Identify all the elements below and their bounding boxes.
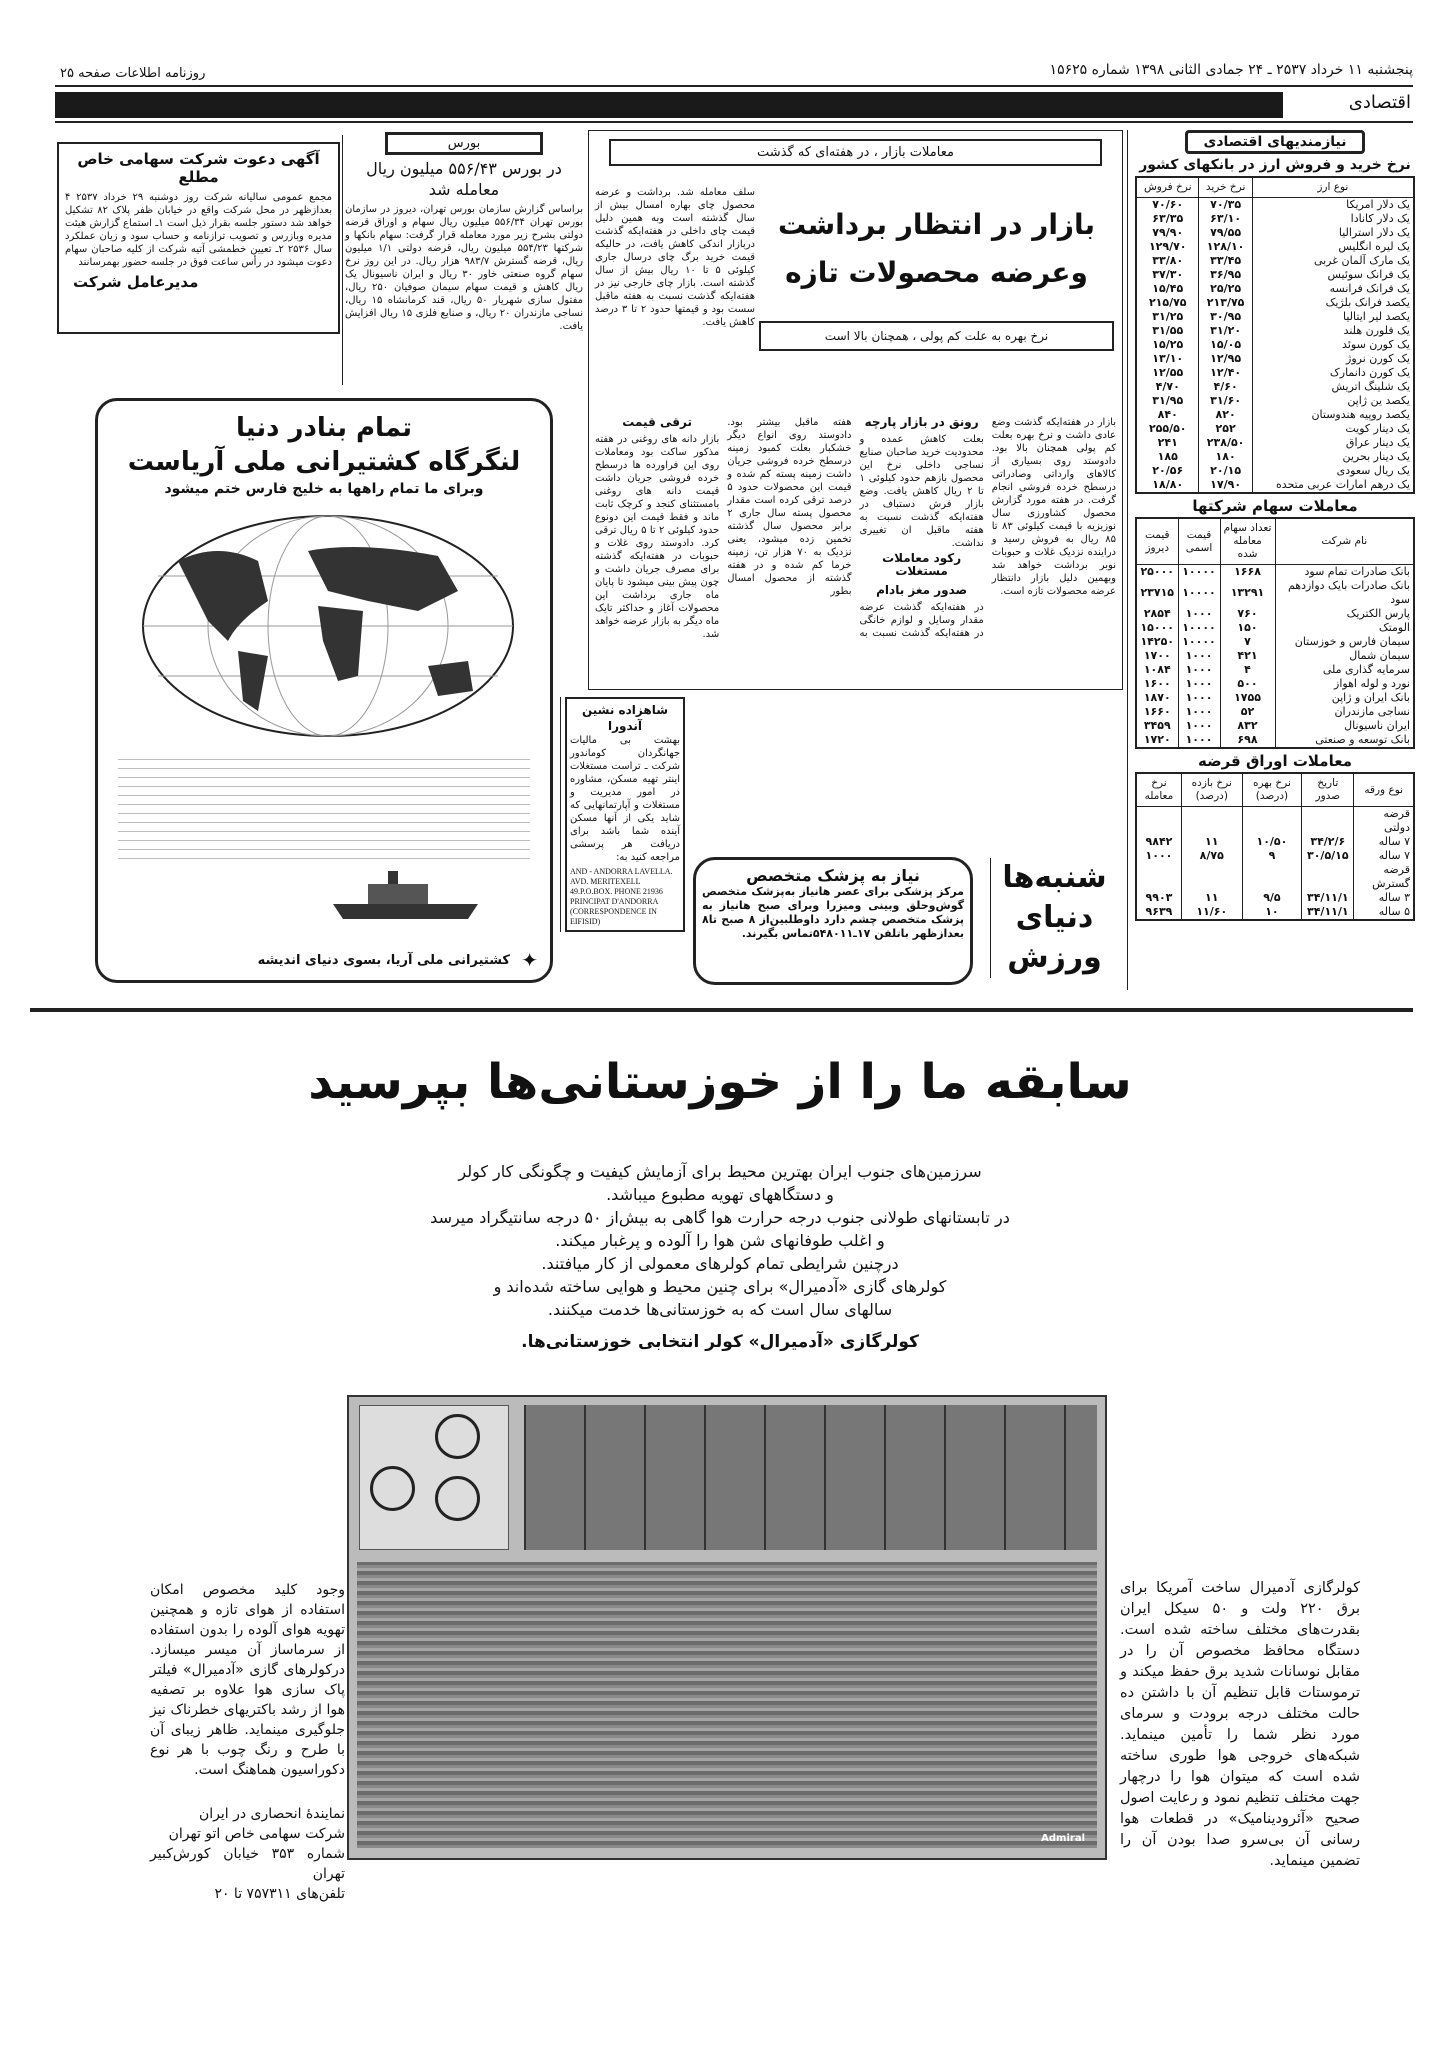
currency-title: نرخ خرید و فروش ارز در بانکهای کشور — [1139, 157, 1411, 173]
notice-title: آگهی دعوت شرکت سهامی خاص مطلع — [77, 150, 320, 186]
row-value: ۳۱/۶۰ — [1199, 394, 1252, 408]
row-label: قرضه گسترش — [1354, 863, 1414, 891]
row-value: ۷۹/۹۰ — [1152, 226, 1184, 239]
table-row — [1136, 807, 1414, 836]
row-value: ۸/۷۵ — [1181, 849, 1242, 863]
column-header: قیمت اسمی — [1178, 518, 1220, 565]
bourse-body: براساس گزارش سازمان بورس تهران، دیروز در سازمان بورس تهران ۵۵۶/۳۴ میلیون ریال سهام و اوراق قرضه دولتی بشرح زیر مورد معامله قرار گرفت: سهام بانکها و شرکتها ۵۵۴/۲۳ میلیون ریال، قرضه دولتی ۱/۱ میلیون ریال، قرضه گسترش ۹۸۳/۷ هزار ریال. در این روز نرخ سهام گروه صنعتی خاور ۳۰ ریال و ایران ناسیونال یک ریال کاهش و قیمت سهام سیمان صوفیان ۲۵۰ ریال، مفتول سازی شهریار ۵۰ ریال، قند کرمانشاه ۱۵ ریال، نساجی مازندران ۲۰ ریال، و صنایع فلزی ۱۵ ریال افزایش یافت. — [345, 204, 584, 332]
row-label: یک دینار کویت — [1252, 422, 1414, 436]
row-value: ۴۲۱ — [1220, 649, 1275, 663]
table-row — [1136, 691, 1414, 705]
market-article — [588, 130, 1123, 690]
table-row — [1136, 607, 1414, 621]
date-line: پنجشنبه ۱۱ خرداد ۲۵۳۷ ـ ۲۴ جمادی الثانی ۱۳۹۸ شماره ۱۵۶۲۵ — [1049, 62, 1413, 78]
shipping-ad-line-3: وبرای ما تمام راهها به خلیج فارس ختم میشود — [164, 481, 484, 497]
row-value: ۱۱ — [1181, 891, 1242, 905]
table-row — [1136, 310, 1414, 324]
row-value: ۱۰۰۰ — [1178, 649, 1220, 663]
row-value: ۸۳۲ — [1220, 719, 1275, 733]
row-label: یک کورن سوئد — [1252, 338, 1414, 352]
table-row — [1136, 905, 1414, 920]
row-value: ۳۶/۹۵ — [1199, 268, 1252, 282]
article-subhead-almond: صدور مغز بادام — [876, 583, 968, 597]
table-row — [1136, 338, 1414, 352]
control-knob — [370, 1466, 415, 1511]
row-value: ۱۳۲۹۱ — [1220, 579, 1275, 607]
table-row — [1136, 719, 1414, 733]
article-subhead-real-estate: رکود معاملات مستغلات — [882, 551, 962, 578]
row-label: یک دلار کانادا — [1252, 212, 1414, 226]
table-row — [1136, 863, 1414, 891]
table-row — [1136, 849, 1414, 863]
row-label: یک مارک آلمان غربی — [1252, 254, 1414, 268]
table-row — [1136, 478, 1414, 493]
row-label: یک کورن نروژ — [1252, 352, 1414, 366]
row-value: ۲۵۰۰۰ — [1140, 565, 1175, 578]
doctor-ad-title: نیاز به پزشک متخصص — [746, 866, 920, 885]
row-value: ۹ — [1242, 849, 1302, 863]
row-value: ۱۰/۵۰ — [1242, 835, 1302, 849]
table-row — [1136, 254, 1414, 268]
row-value: ۲۵۵/۵۰ — [1148, 422, 1187, 435]
column-header: نرخ فروش — [1136, 177, 1199, 198]
row-value: ۱۵۰۰۰ — [1140, 621, 1175, 634]
row-value — [1136, 863, 1181, 891]
row-label: یکصد ین ژاپن — [1252, 394, 1414, 408]
row-value: ۵۰۰ — [1220, 677, 1275, 691]
row-value: ۳۴/۱۱/۱ — [1302, 891, 1354, 905]
shipping-ad-footer: کشتیرانی ملی آریا، بسوی دنیای اندیشه — [257, 953, 510, 968]
stocks-table — [1135, 517, 1415, 749]
row-value: ۳۳/۴۵ — [1199, 254, 1252, 268]
row-value: ۹۶۳۹ — [1145, 905, 1173, 918]
article-side-text: سلف معامله شد. برداشت و عرضه محصول چای بهاره امسال بیش از سال گذشته است وبه همین دلیل قیمت چای داخلی در هفته‌ایکه گذشت دربازار اندکی کاهش یافت، در حالیکه قیمت خرید برگ چای درسال جاری کیلوئی ۵ تا ۱۰ ریال بیش از سال گذشته است. بازار چای خارجی نیز در هفته‌ایکه گذشت نسبت به هفته ماقبل سست بود و قیمتها حدود ۲ تا ۳ درصد کاهش یافت. — [595, 187, 756, 328]
article-kicker: معاملات بازار ، در هفته‌ای که گذشت — [609, 139, 1102, 166]
row-label: یک فرانک سوئیس — [1252, 268, 1414, 282]
row-value: ۱۵۰ — [1220, 621, 1275, 635]
row-value: ۸۴۰ — [1157, 408, 1178, 421]
bourse-headline: در بورس ۵۵۶/۴۳ میلیون ریال معامله شد — [366, 159, 562, 199]
row-label: یکصد فرانک بلژیک — [1252, 296, 1414, 310]
row-value: ۱۰۰۰۰ — [1178, 579, 1220, 607]
row-value — [1302, 807, 1354, 836]
table-row — [1136, 352, 1414, 366]
row-label: قرضه دولتی — [1354, 807, 1414, 836]
row-label: بانک ایران و ژاپن — [1275, 691, 1414, 705]
article-subhead-fabric: رونق در بازار پارچه — [864, 415, 979, 429]
shipping-ad-line-1: تمام بنادر دنیا — [235, 413, 413, 443]
table-row — [1136, 436, 1414, 450]
shipping-ad-fine-print — [118, 751, 530, 861]
article-subhead-price-rise: ترقی قیمت — [622, 415, 692, 429]
row-label: نورد و لوله اهواز — [1275, 677, 1414, 691]
row-value: ۳۴۵۹ — [1143, 719, 1171, 732]
row-value: ۹۹۰۳ — [1145, 891, 1173, 904]
control-knob — [435, 1414, 480, 1459]
table-row — [1136, 621, 1414, 635]
row-value: ۱۸/۸۰ — [1152, 478, 1184, 491]
article-column-2: رونق در بازار پارچه بعلت کاهش عمده و محدودیت خرید صاحبان صنایع نساجی داخلی نرخ این محصول بازهم حدود کیلوئی ۱ تا ۲ ریال کاهش یافت. وضع بازار فرش دستباف در هفته‌ایکه گذشت نسبت به هفته ماقبل ان تغییری نداشت. رکود معاملات مستغلات — [859, 415, 984, 578]
bourse-article — [345, 132, 583, 333]
column-header: تاریخ صدور — [1302, 773, 1354, 807]
row-value: ۳۷/۳۰ — [1152, 268, 1184, 281]
row-value: ۴ — [1220, 663, 1275, 677]
row-label: الومتک — [1275, 621, 1414, 635]
table-row — [1136, 649, 1414, 663]
row-value — [1302, 863, 1354, 891]
table-row — [1136, 198, 1414, 213]
row-value: ۱۰۰۰ — [1178, 691, 1220, 705]
row-value: ۳۱/۲۵ — [1152, 310, 1184, 323]
wood-grain-panel — [357, 1562, 1097, 1848]
table-row — [1136, 733, 1414, 748]
table-row — [1136, 579, 1414, 607]
row-label: سیمان شمال — [1275, 649, 1414, 663]
control-panel — [359, 1405, 509, 1550]
doctor-ad-body: مرکز پزشکی برای عصر هانیاز به‌پزشک متخصص گوش‌وحلق وبینی ومیزرا وبرای صبح هانیاز به پزشک متخصص چشم دارد داوطلبین‌از ۸ صبح تا۸ بعدازظهر باتلفن ۱۷ـ۵۴۸۰۱۱تماس بگیرند. — [702, 885, 964, 940]
row-label: سیمان فارس و خوزستان — [1275, 635, 1414, 649]
row-value: ۱۷/۹۰ — [1199, 478, 1252, 493]
air-vent-grille — [524, 1405, 1097, 1550]
row-label: ۳ ساله — [1354, 891, 1414, 905]
shipping-ad — [95, 398, 553, 983]
row-value: ۱۰۰۰ — [1178, 705, 1220, 719]
row-value: ۲۱۵/۷۵ — [1148, 296, 1187, 309]
column-header: نرخ معامله — [1136, 773, 1181, 807]
row-label: پارس الکتریک — [1275, 607, 1414, 621]
row-value: ۷۹/۵۵ — [1199, 226, 1252, 240]
article-column-4: ترقی قیمت بازار دانه های روغنی در هفته مذکور ساکت بود ومعاملات روی این فراورده ها درسطح خرده فروشی جریان داشت قیمت دانه های روغنی بامستثنای کنجد و کرچک ثابت ماند و فقط قیمت این دونوع حدود کیلوئی ۲ تا ۵ ریال ترقی کرد. دادوستد روی غلات و حبوبات در هفته‌ایکه گذشته برای مصرف جریان داشت و چون پیش بینی میشود تا پایان ماه جاری برداشت این محصولات آغاز و حداکثر تایک ماه دیگر به بازار عرضه خواهد شد. — [595, 415, 720, 640]
row-value: ۲۴۱ — [1157, 436, 1178, 449]
table-row — [1136, 464, 1414, 478]
table-row — [1136, 891, 1414, 905]
sports-teaser: شنبه‌ها دنیای ورزش — [990, 858, 1118, 978]
stocks-title: معاملات سهام شرکتها — [1192, 497, 1358, 515]
company-emblem-icon: ✦ — [521, 948, 538, 972]
row-value: ۱۰۰۰ — [1178, 719, 1220, 733]
andorra-ad — [560, 697, 685, 932]
column-header: نرخ بهره (درصد) — [1242, 773, 1302, 807]
row-value: ۱۷۵۵ — [1220, 691, 1275, 705]
admiral-right-text: کولرگازی آدمیرال ساخت آمریکا برای برق ۲۲۰ ولت و ۵۰ سیکل ایران بقدرت‌های مختلف ساخته شده است. دستگاه محافظ مخصوص آن را در مقابل نوسانات شدید برق حفظ میکند و ترموستات قابل تنظیم آن با داشتن ده حالت مختلف درجه برودت و سرمای مورد نظر شما را تأمین مینماید. شبکه‌های خروجی هوا طوری ساخته شده است که میتوان هوا را درچهار جهت مختلف تنظیم نمود و رعایت اصول صحیح «آئرودینامیک» در قطعات هوا رسانی آن بی‌سرو صدا بودن آن را تضمین مینماید. — [1120, 1580, 1360, 1869]
table-row — [1136, 366, 1414, 380]
table-row — [1136, 268, 1414, 282]
table-row — [1136, 835, 1414, 849]
row-value: ۱۲۹/۷۰ — [1148, 240, 1187, 253]
row-value: ۲۳۷۱۵ — [1140, 586, 1175, 599]
row-value: ۱۵/۴۵ — [1152, 282, 1184, 295]
row-value: ۱۰۰۰۰ — [1178, 635, 1220, 649]
bonds-title: معاملات اوراق قرضه — [1198, 752, 1352, 770]
admiral-left-text: وجود کلید مخصوص امکان استفاده از هوای تازه و همچنین تهویه هوای آلوده را بدون استفاده از سرماساز آن میسر میسازد. درکولرهای گازی «آدمیرال» فیلتر پاک سازی هوا علاوه بر تصفیه هوا از رشد باکتریهای خطرناک نیز جلوگیری مینماید. ظاهر زیبای آن با طرح و رنگ چوب با هر نوع دکوراسیون هماهنگ است. نمایندهٔ انحصاری در ایران شرکت سهامی خاص اتو تهران شماره ۳۵۳ خیابان کورش‌کبیر تهران تلفن‌های ۷۵۷۳۱۱ تا ۲۰ — [150, 1582, 346, 1902]
row-label: ۷ ساله — [1354, 835, 1414, 849]
row-value: ۱۶۶۰ — [1143, 705, 1171, 718]
table-row — [1136, 705, 1414, 719]
row-value: ۱۲/۵۵ — [1152, 366, 1184, 379]
row-value: ۲۸۵۴ — [1143, 607, 1171, 620]
row-value: ۱۱/۶۰ — [1181, 905, 1242, 920]
page-line: روزنامه اطلاعات صفحه ۲۵ — [60, 66, 206, 81]
world-map-illustration — [138, 511, 518, 741]
row-label: نساجی مازندران — [1275, 705, 1414, 719]
table-row — [1136, 635, 1414, 649]
row-label: یک دینار عراق — [1252, 436, 1414, 450]
currency-section — [1135, 130, 1415, 921]
row-value: ۶۹۸ — [1220, 733, 1275, 748]
row-value: ۵۲ — [1220, 705, 1275, 719]
row-value: ۳۴/۱۱/۱ — [1302, 905, 1354, 920]
row-value: ۱۰۰۰۰ — [1178, 565, 1220, 580]
row-value: ۷ — [1220, 635, 1275, 649]
ship-illustration — [328, 869, 488, 924]
section-bar — [55, 92, 1283, 118]
row-value — [1242, 807, 1302, 836]
column-header: نوع ارز — [1252, 177, 1414, 198]
air-conditioner-photo — [347, 1395, 1107, 1860]
article-subhead: نرخ بهره به علت کم پولی ، همچنان بالا است — [759, 321, 1114, 351]
column-header: نرخ خرید — [1199, 177, 1252, 198]
economic-classifieds-label: نیازمندیهای اقتصادی — [1185, 130, 1365, 154]
row-value: ۱۵/۲۵ — [1152, 338, 1184, 351]
row-value: ۱۳/۱۰ — [1152, 352, 1184, 365]
row-value: ۱۷۰۰ — [1143, 649, 1171, 662]
row-value: ۳۳/۸۰ — [1152, 254, 1184, 267]
row-value: ۱۸۵ — [1157, 450, 1178, 463]
row-label: سرمایه گذاری ملی — [1275, 663, 1414, 677]
table-row — [1136, 380, 1414, 394]
row-value: ۶۳/۱۰ — [1199, 212, 1252, 226]
row-label: یک دلار امریکا — [1252, 198, 1414, 213]
row-value: ۷۰/۶۰ — [1152, 198, 1184, 211]
row-value: ۲۵/۲۵ — [1199, 282, 1252, 296]
row-label: بانک توسعه و صنعتی — [1275, 733, 1414, 748]
admiral-brand-logo: Admiral — [1041, 1833, 1085, 1844]
article-column-1: بازار در هفته‌ایکه گذشت وضع عادی داشت و نرخ بهره بعلت کم پولی همچنان بالا بود. دادوستد روی بسیاری از کالاهای وارداتی وصادراتی درسطح خرده فروشی انجام گرفت. در هفته مورد گزارش محصول کشاورزی سال نوزیزیه با قیمت کیلوئی ۸۳ تا ۸۵ ریال به فروش رسید و دراینده نزدیک غلات و حبوبات نوبر برداشت خواهد شد وبهمین دلیل بازار دانتظار عرضه محصولات تازه است. — [991, 417, 1116, 597]
row-value: ۱۰۰۰ — [1178, 733, 1220, 748]
row-label: یک لیره انگلیس — [1252, 240, 1414, 254]
table-row — [1136, 408, 1414, 422]
column-rule — [342, 135, 343, 385]
row-value: ۲۰/۱۵ — [1199, 464, 1252, 478]
row-value: ۳۰/۵/۱۵ — [1302, 849, 1354, 863]
row-value: ۱۵/۰۵ — [1199, 338, 1252, 352]
row-value: ۱۸۷۰ — [1143, 691, 1171, 704]
section-divider — [30, 1008, 1413, 1012]
column-header: قیمت دیروز — [1136, 518, 1178, 565]
row-label: ۵ ساله — [1354, 905, 1414, 920]
row-value — [1181, 863, 1242, 891]
table-row — [1136, 394, 1414, 408]
row-value: ۱۰۰۰ — [1178, 663, 1220, 677]
row-label: یک فلورن هلند — [1252, 324, 1414, 338]
header-rule — [55, 85, 1413, 87]
row-value: ۱۶۰۰ — [1143, 677, 1171, 690]
row-value: ۱۰ — [1242, 905, 1302, 920]
bonds-table — [1135, 772, 1415, 921]
row-label: یک شلینگ اتریش — [1252, 380, 1414, 394]
row-value: ۱۰۰۰ — [1145, 849, 1173, 862]
row-label: یک دینار بحرین — [1252, 450, 1414, 464]
column-header: نام شرکت — [1275, 518, 1414, 565]
admiral-body: سرزمین‌های جنوب ایران بهترین محیط برای آزمایش کیفیت و چگونگی کار کولر و دستگاههای تهویه مطبوع میباشد. در تابستانهای طولانی جنوب درجه حرارت هوا گاهی به بیش‌از ۵۰ درجه سانتیگراد میرسد و اغلب طوفانهای شن هوا را آلوده و پرغبار میکند. درچنین شرایطی تمام کولرهای معمولی از کار میافتند. کولرهای گازی «آدمیرال» برای چنین محیط و هوایی ساخته شده‌اند و سالهای سال است که به خوزستانی‌ها خدمت میکنند. کولرگازی «آدمیرال» کولر انتخابی خوزستانی‌ها. — [430, 1162, 1010, 1352]
table-row — [1136, 565, 1414, 580]
notice-body: مجمع عمومی سالیانه شرکت روز دوشنبه ۲۹ خرداد ۲۵۳۷ ۴ بعدازظهر در محل شرکت واقع در خیابان ظفر پلاک ۸۲ تشکیل خواهد شد دستور جلسه بقرار ذیل است ۱ـ استماع گزارش هیئت مدیره وبازرس و تصویب ترازنامه و حساب سود و زیان عملکرد سال ۲۵۳۶ ۲ـ تعیین خطمشی آتیه شرکت از کلیه صاحبان سهام دعوت میشود در رأس ساعت فوق در جلسه حضور بهمرسانند — [65, 192, 333, 268]
shipping-ad-line-2: لنگرگاه کشتیرانی ملی آریاست — [127, 447, 521, 477]
row-value: ۱۰۸۴ — [1143, 663, 1171, 676]
row-value: ۱۰۰۰۰ — [1178, 621, 1220, 635]
row-label: یک فرانک فرانسه — [1252, 282, 1414, 296]
notice-signature: مدیرعامل شرکت — [73, 273, 199, 291]
row-label: ۷ ساله — [1354, 849, 1414, 863]
table-row — [1136, 212, 1414, 226]
row-value: ۹/۵ — [1242, 891, 1302, 905]
row-value — [1136, 807, 1181, 836]
section-title: اقتصادی — [1348, 92, 1411, 113]
row-value: ۳۱/۹۵ — [1152, 394, 1184, 407]
row-label: ایران ناسیونال — [1275, 719, 1414, 733]
row-value: ۱۱ — [1181, 835, 1242, 849]
table-row — [1136, 663, 1414, 677]
table-row — [1136, 677, 1414, 691]
row-value: ۸۲۰ — [1199, 408, 1252, 422]
andorra-body: بهشت بی مالیات جهانگردان کوماندور شرکت ـ تراست مستغلات اینتر تهیه مسکن، مشاوره در امور مدیریت و مستغلات و آپارتمانهایی که شاید یکی از آنها مسکن آینده شما باشد برای دریافت هر پرسشی مراجعه کنید به: — [570, 735, 680, 863]
article-columns — [595, 416, 1116, 641]
row-value: ۳۱/۲۰ — [1199, 324, 1252, 338]
article-column-3: صدور مغز بادام در هفته‌ایکه گذشت عرضه مقدار وسایل و لوازم خانگی در هفته‌ایکه گذشت نسبت به هفته ماقبل بیشتر بود. دادوستد روی انواع دیگر خشکبار بعلت کمبود زمینه درسطح خرده فروشی جریان داشت زمینه پسته کم شده و قیمت این محصولات حدود ۵ درصد ترقی کرده است مقدار محصول پسته سال جاری ۲ برابر محصول سال گذشته تخمین زده میشود، یعنی نزدیک به ۷۰ هزار تن، زمینه خرما کم شده و در هفته گذشته از محصول امسال بطور — [727, 417, 984, 639]
control-knob — [435, 1476, 480, 1521]
column-rule — [1127, 130, 1128, 990]
row-value — [1242, 863, 1302, 891]
row-value: ۱۶۶۸ — [1220, 565, 1275, 580]
row-value: ۳۴/۲/۶ — [1302, 835, 1354, 849]
row-value: ۲۵۲ — [1199, 422, 1252, 436]
row-label: بانک صادرات بایک دوازدهم سود — [1275, 579, 1414, 607]
row-value: ۱۲۸/۱۰ — [1199, 240, 1252, 254]
row-value: ۹۸۴۲ — [1145, 835, 1173, 848]
row-label: یک کورن دانمارک — [1252, 366, 1414, 380]
andorra-address: AND - ANDORRA LAVELLA. AVD. MERITEXELL 49.P.O.BOX. PHONE 21936 PRINCIPAT D'ANDORRA (CORRESPONDENCE IN EIFISID) — [570, 867, 673, 926]
table-row — [1136, 240, 1414, 254]
header-rule-2 — [55, 121, 1413, 123]
bourse-label: بورس — [385, 132, 543, 155]
row-value: ۴/۷۰ — [1155, 380, 1180, 393]
row-label: یک ریال سعودی — [1252, 464, 1414, 478]
column-header: نوع ورقه — [1354, 773, 1414, 807]
table-row — [1136, 296, 1414, 310]
row-value: ۱۴۲۵۰ — [1140, 635, 1175, 648]
article-headline: بازار در انتظار برداشت وعرضه محصولات تازه — [777, 208, 1096, 289]
table-row — [1136, 282, 1414, 296]
row-value: ۲۰/۵۶ — [1152, 464, 1184, 477]
row-value: ۳۱/۵۵ — [1152, 324, 1184, 337]
doctor-wanted-ad — [693, 857, 973, 985]
row-label: یک دلار استرالیا — [1252, 226, 1414, 240]
row-value: ۷۰/۳۵ — [1199, 198, 1252, 213]
table-row — [1136, 422, 1414, 436]
row-value: ۲۳۸/۵۰ — [1199, 436, 1252, 450]
row-value: ۱۷۲۰ — [1143, 733, 1171, 746]
row-value: ۴/۶۰ — [1199, 380, 1252, 394]
row-value: ۷۶۰ — [1220, 607, 1275, 621]
row-label: یکصد لیر ایتالیا — [1252, 310, 1414, 324]
row-label: یک درهم امارات عربی متحده — [1252, 478, 1414, 493]
row-label: بانک صادرات تمام سود — [1275, 565, 1414, 580]
row-value: ۳۰/۹۵ — [1199, 310, 1252, 324]
table-row — [1136, 226, 1414, 240]
andorra-title: شاهزاده نشین آندورا — [581, 703, 669, 733]
row-value: ۲۱۳/۷۵ — [1199, 296, 1252, 310]
column-header: نرخ بازده (درصد) — [1181, 773, 1242, 807]
currency-table — [1135, 176, 1415, 494]
row-value: ۶۳/۳۵ — [1152, 212, 1184, 225]
column-header: تعداد سهام معامله شده — [1220, 518, 1275, 565]
row-value: ۱۲/۹۵ — [1199, 352, 1252, 366]
shareholders-notice — [57, 142, 340, 334]
row-value: ۱۸۰ — [1199, 450, 1252, 464]
admiral-headline: سابقه ما را از خوزستانی‌ها بپرسید — [308, 1054, 1132, 1110]
row-label: یکصد روپیه هندوستان — [1252, 408, 1414, 422]
row-value: ۱۲/۴۰ — [1199, 366, 1252, 380]
row-value: ۱۰۰۰ — [1178, 677, 1220, 691]
table-row — [1136, 324, 1414, 338]
row-value — [1181, 807, 1242, 836]
table-row — [1136, 450, 1414, 464]
row-value: ۱۰۰۰ — [1178, 607, 1220, 621]
